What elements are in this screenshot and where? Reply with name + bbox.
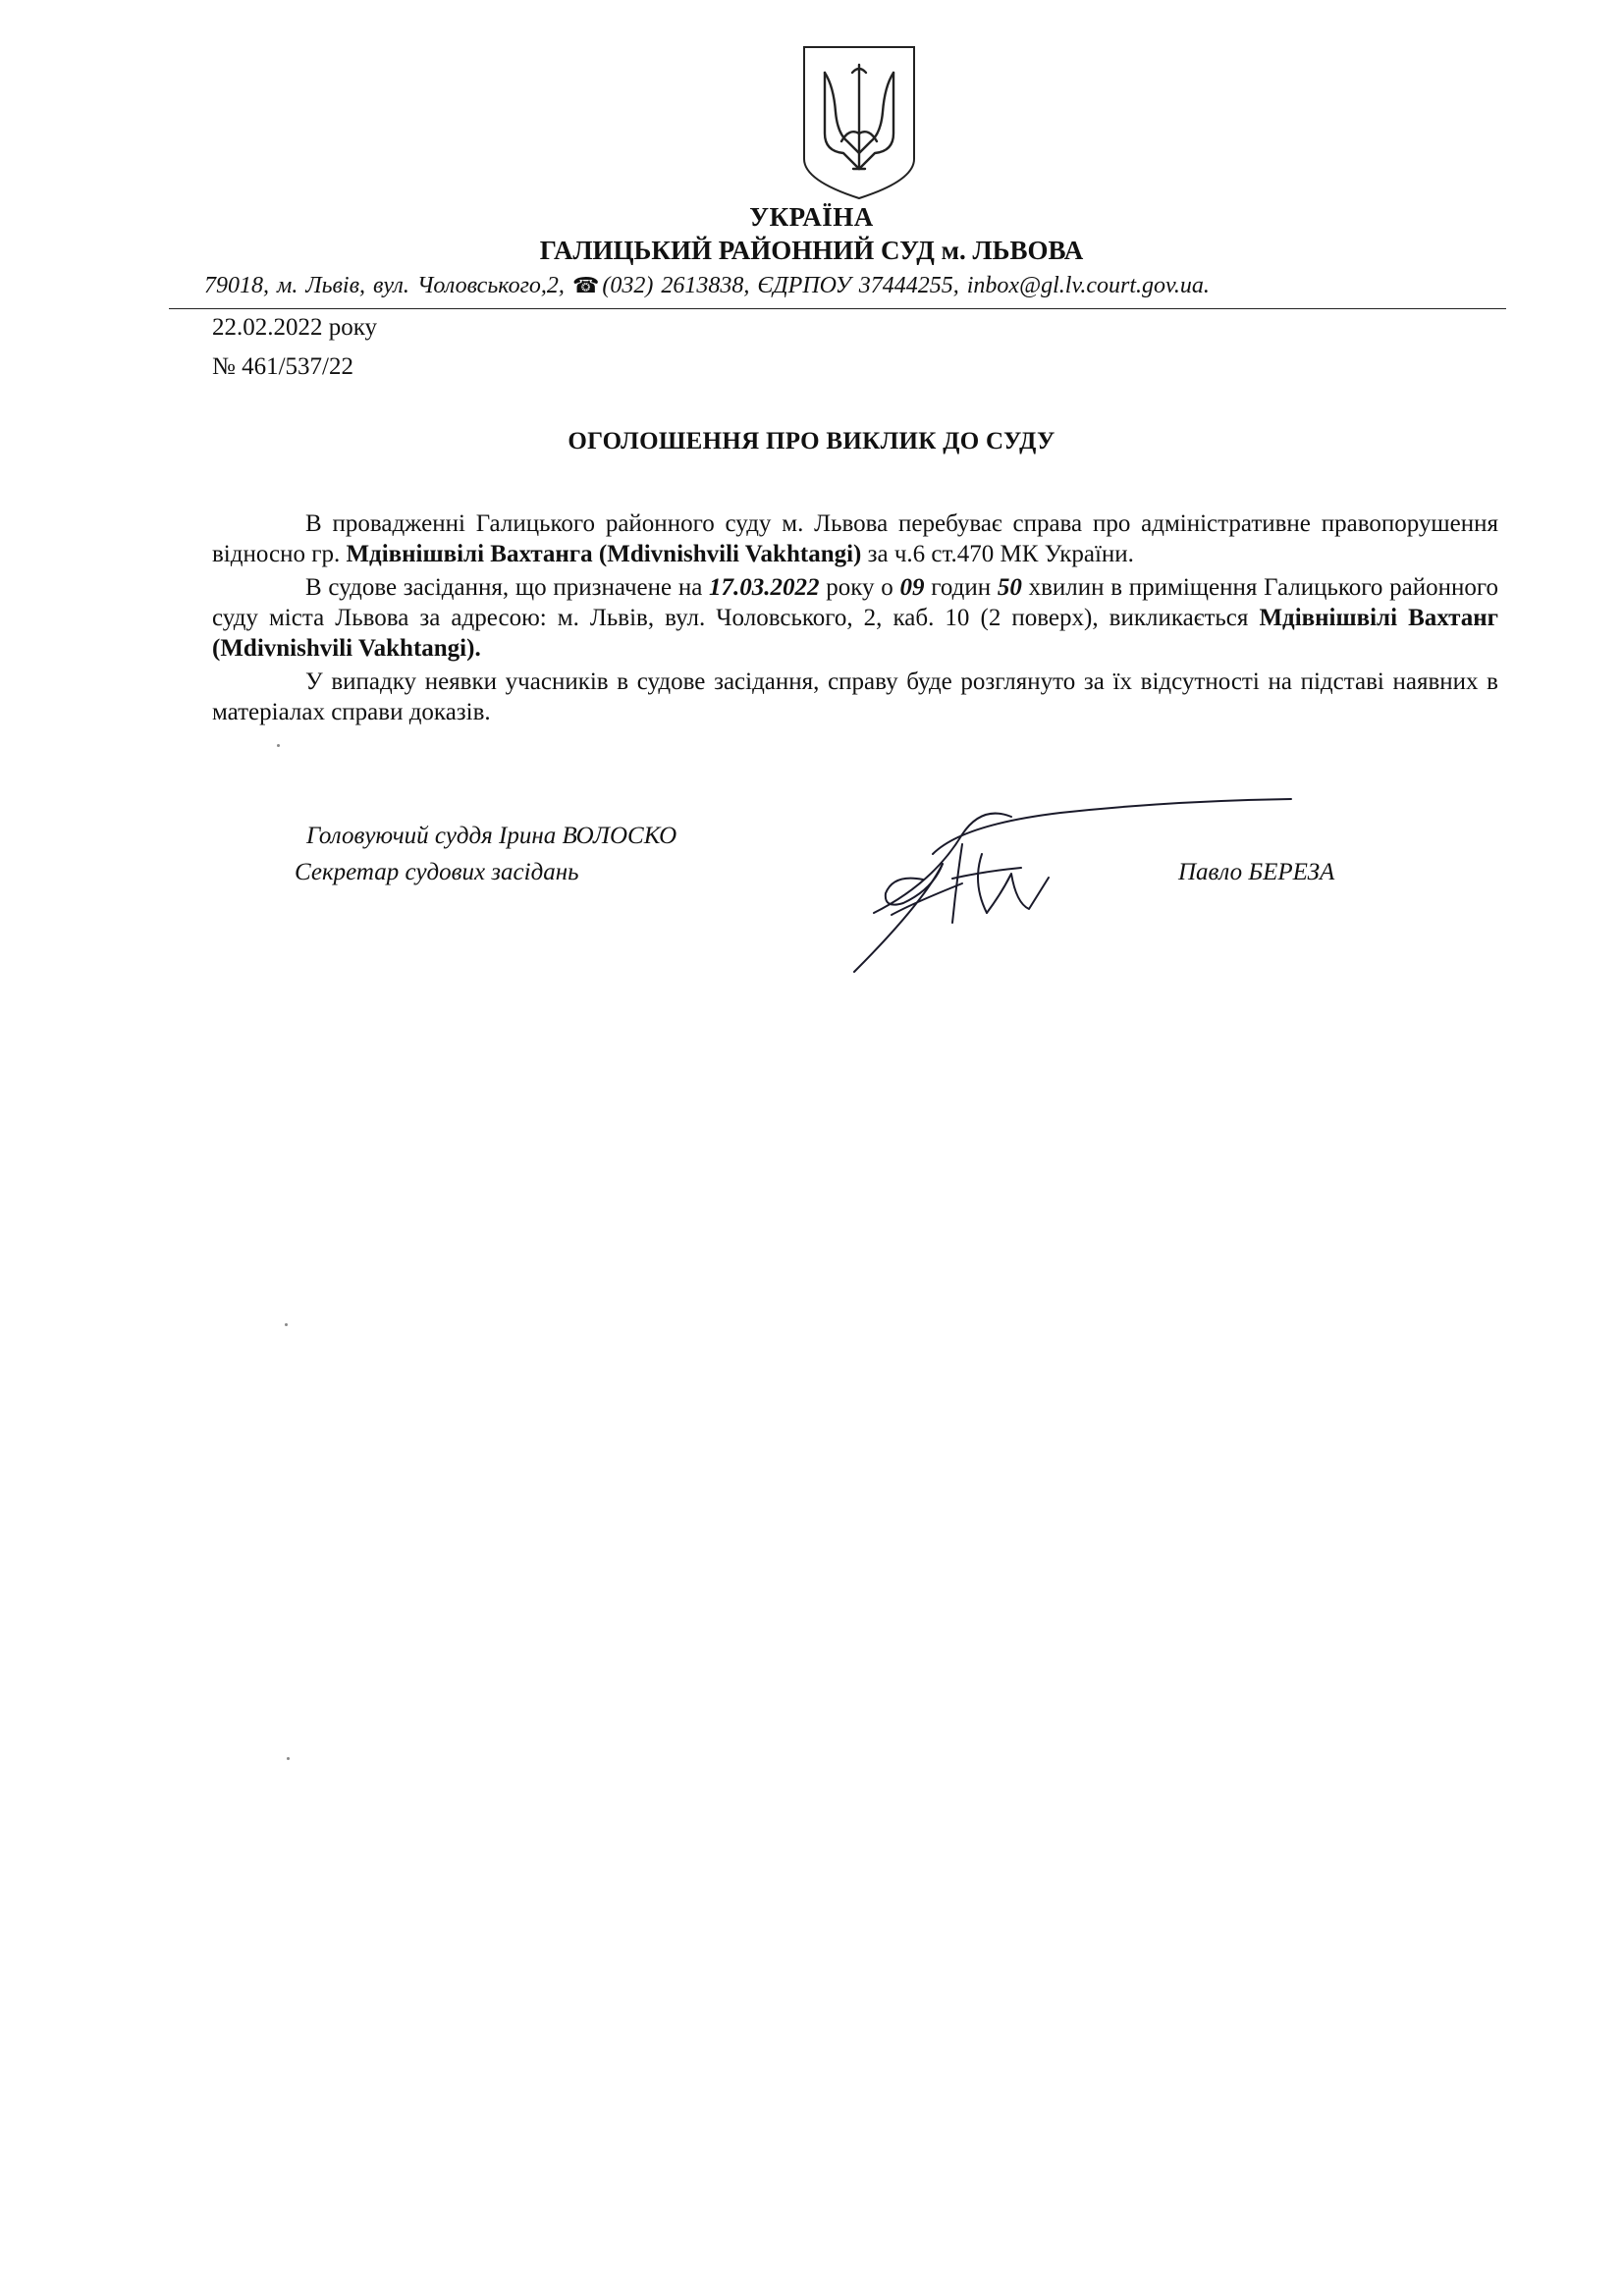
handwritten-signature	[815, 785, 1306, 982]
notice-body	[212, 508, 1498, 730]
country-heading: УКРАЇНА	[749, 202, 874, 232]
hearing-hour: 09	[899, 574, 925, 601]
case-number: № 461/537/22	[212, 353, 353, 380]
scan-speck	[277, 744, 280, 747]
document-date: 22.02.2022 року	[212, 314, 378, 341]
paragraph-absence: У випадку неявки учасників в судове засідання, справу буде розглянуто за їх відсутності на підставі наявних в матеріалах справи доказів.	[212, 668, 1498, 725]
scan-speck	[285, 1323, 288, 1326]
coat-of-arms-emblem	[798, 43, 920, 202]
court-address: 79018, м. Львів, вул. Чоловського,2,	[204, 273, 565, 298]
secretary-title: Секретар судових засідань	[295, 859, 579, 885]
telephone-icon: ☎	[571, 273, 600, 297]
defendant-name: Мдівнішвілі Вахтанга (Mdivnishvili Vakhtangi)	[346, 541, 862, 567]
hearing-minute: 50	[997, 574, 1022, 601]
court-phone-code-email: (032) 2613838, ЄДРПОУ 37444255, inbox@gl.lv.court.gov.ua.	[602, 273, 1210, 298]
hearing-date: 17.03.2022	[709, 574, 820, 601]
paragraph-hearing: В судове засідання, що призначене на 17.03.2022 року о 09 годин 50 хвилин в приміщення Галицького районного суду міста Львова за адресою: м. Львів, вул. Чоловського, 2, каб. 10 (2 поверх), викликається Мдівнішвілі Вахтанг (Mdivnishvili Vakhtangi).	[212, 574, 1498, 662]
presiding-judge: Головуючий суддя Ірина ВОЛОСКО	[306, 823, 677, 849]
court-heading: ГАЛИЦЬКИЙ РАЙОННИЙ СУД м. ЛЬВОВА	[539, 236, 1084, 265]
document-title: ОГОЛОШЕННЯ ПРО ВИКЛИК ДО СУДУ	[568, 428, 1055, 454]
summoned-person: Мдівнішвілі Вахтанг (Mdivnishvili Vakhtangi).	[212, 605, 1498, 662]
secretary-name: Павло БЕРЕЗА	[1178, 859, 1335, 885]
header-divider	[169, 308, 1506, 309]
scan-speck	[287, 1757, 290, 1760]
paragraph-case: В провадженні Галицького районного суду м. Львова перебуває справа про адміністративне правопорушення відносно гр. Мдівнішвілі Вахтанга (Mdivnishvili Vakhtangi) за ч.6 ст.470 МК України.	[212, 510, 1498, 567]
court-contact-line	[204, 273, 1210, 299]
